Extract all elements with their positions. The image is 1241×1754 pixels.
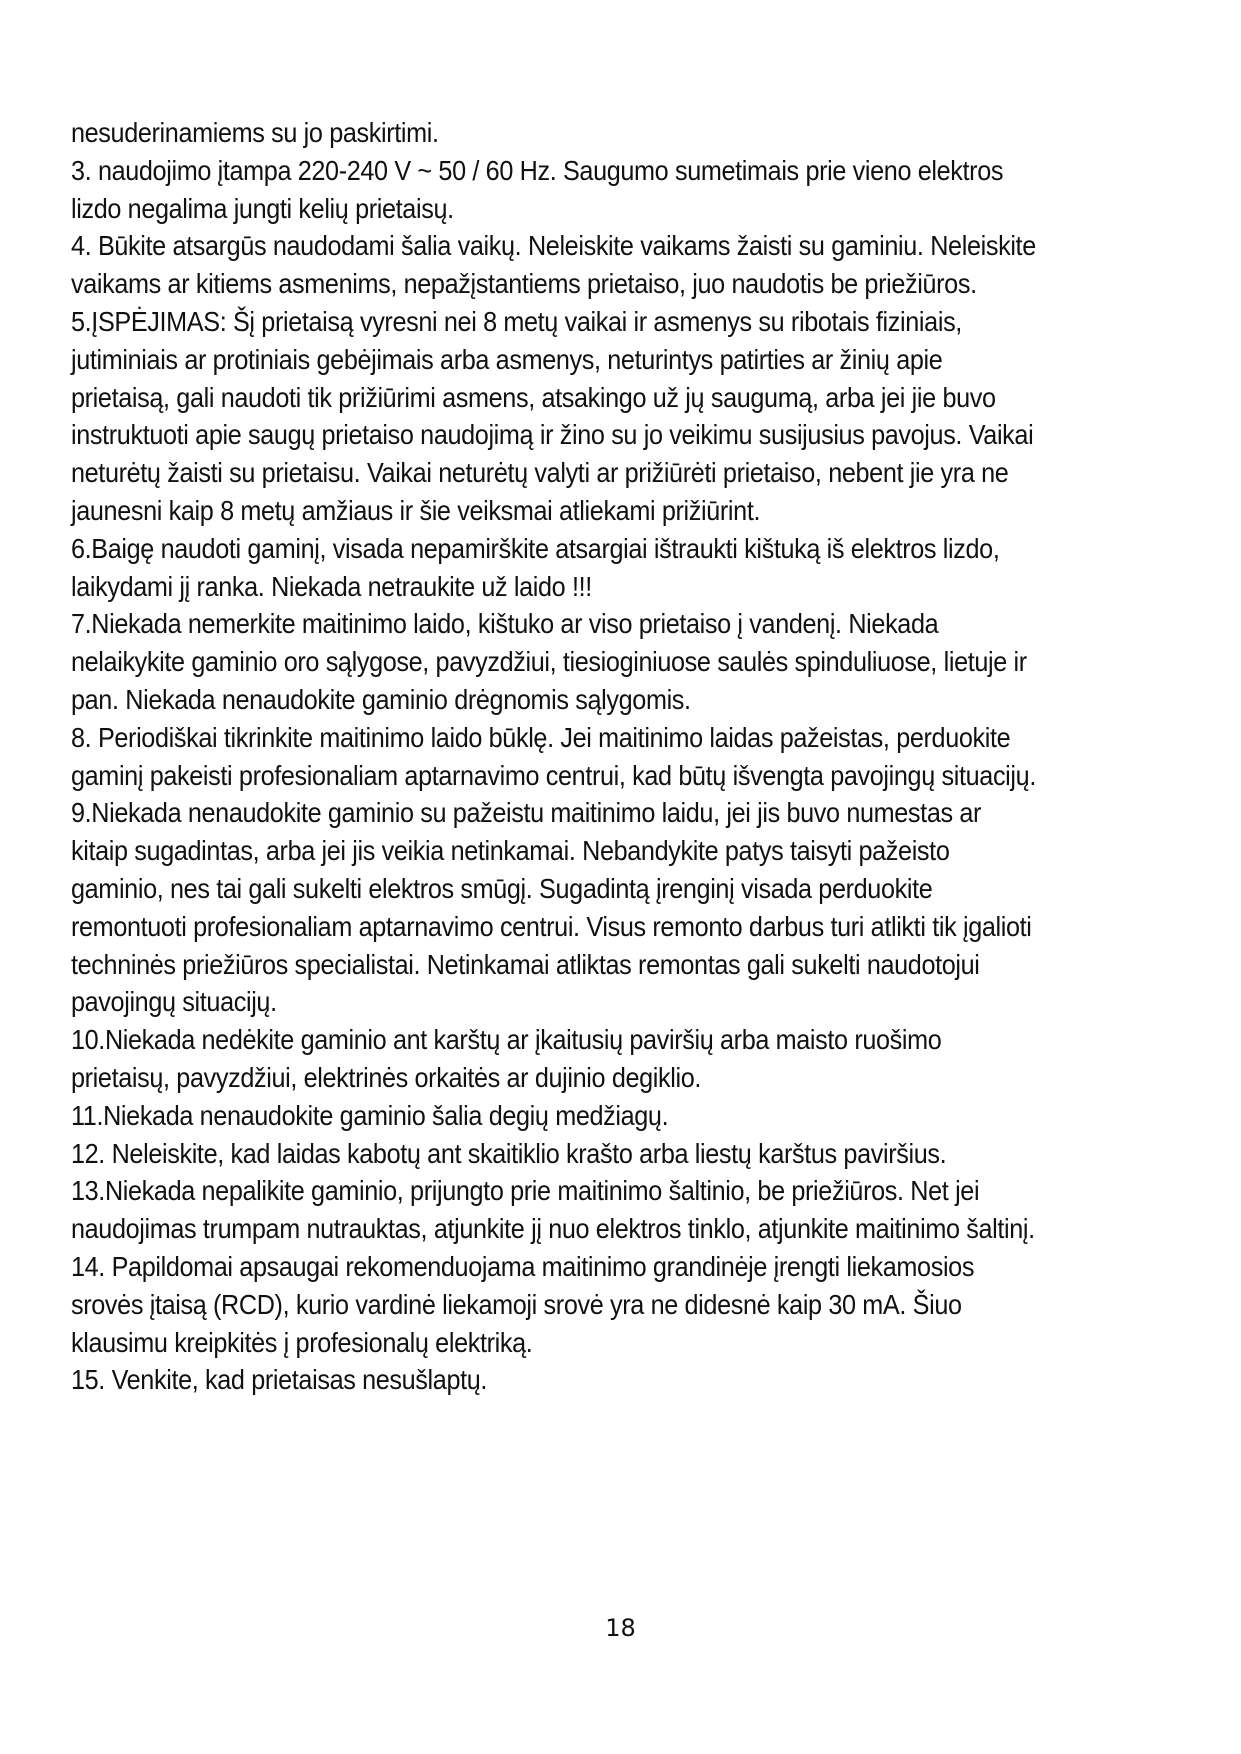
paragraph-item-11: 11.Niekada nenaudokite gaminio šalia degių medžiagų. [71,1099,669,1131]
paragraph-item-15: 15. Venkite, kad prietaisas nesušlaptų. [71,1364,488,1396]
paragraph-item-5-warning: 5.ĮSPĖJIMAS: Šį prietaisą vyresni nei 8 metų vaikai ir asmenys su ribotais fiziniais, jutiminiais ar protiniais gebėjimais arba asmenys, neturintys patirties ar žinių apie prietaisą, gali naudoti tik prižiūrimi asmens, atsakingo už jų saugumą, arba jei jie buvo instruktuoti apie saugų prietaiso naudojimą ir žino su jo veikimu susijusius pavojus. Vaikai neturėtų žaisti su prietaisu. Vaikai neturėtų valyti ar prižiūrėti prietaiso, nebent jie yra ne jaunesni kaip 8 metų amžiaus ir šie veiksmai atliekami prižiūrint. [71,305,1034,526]
paragraph-item-4: 4. Būkite atsargūs naudodami šalia vaikų. Neleiskite vaikams žaisti su gaminiu. Neleiskite vaikams ar kitiems asmenims, nepažįstantiems prietaiso, juo naudotis be priežiūros. [71,230,1036,300]
paragraph-item-14: 14. Papildomai apsaugai rekomenduojama maitinimo grandinėje įrengti liekamosios srovės įtaisą (RCD), kurio vardinė liekamoji srovė yra ne didesnė kaip 30 mA. Šiuo klausimu kreipkitės į profesionalų elektriką. [71,1250,975,1358]
paragraph-item-8: 8. Periodiškai tikrinkite maitinimo laido būklę. Jei maitinimo laidas pažeistas, perduokite gaminį pakeisti profesionaliam aptarnavimo centrui, kad būtų išvengta pavojingų situacijų. [71,721,1036,791]
body-text [71,114,1043,1399]
paragraph-item-3: 3. naudojimo įtampa 220-240 V ~ 50 / 60 Hz. Saugumo sumetimais prie vieno elektros lizdo negalima jungti kelių prietaisų. [71,154,1004,224]
paragraph-item-13: 13.Niekada nepalikite gaminio, prijungto prie maitinimo šaltinio, be priežiūros. Net jei naudojimas trumpam nutrauktas, atjunkite jį nuo elektros tinklo, atjunkite maitinimo šaltinį. [71,1175,1035,1245]
paragraph-continuation: nesuderinamiems su jo paskirtimi. [71,117,439,148]
paragraph-item-9: 9.Niekada nenaudokite gaminio su pažeistu maitinimo laidu, jei jis buvo numestas ar kitaip sugadintas, arba jei jis veikia netinkamai. Nebandykite patys taisyti pažeisto gaminio, nes tai gali sukelti elektros smūgį. Sugadintą įrenginį visada perduokite remontuoti profesionaliam aptarnavimo centrui. Visus remonto darbus turi atlikti tik įgalioti techninės priežiūros specialistai. Netinkamai atliktas remontas gali sukelti naudotojui pavojingų situacijų. [71,797,1032,1018]
page-number: 18 [605,1614,636,1642]
paragraph-item-12: 12. Neleiskite, kad laidas kabotų ant skaitiklio krašto arba liestų karštus paviršius. [71,1137,947,1169]
paragraph-item-7: 7.Niekada nemerkite maitinimo laido, kištuko ar viso prietaiso į vandenį. Niekada nelaikykite gaminio oro sąlygose, pavyzdžiui, tiesioginiuose saulės spinduliuose, lietuje ir pan. Niekada nenaudokite gaminio drėgnomis sąlygomis. [71,608,1027,715]
paragraph-item-6: 6.Baigę naudoti gaminį, visada nepamirškite atsargiai ištraukti kištuką iš elektros lizdo, laikydami jį ranka. Niekada netraukite už laido !!! [71,532,1000,602]
paragraph-item-10: 10.Niekada nedėkite gaminio ant karštų ar įkaitusių paviršių arba maisto ruošimo prietaisų, pavyzdžiui, elektrinės orkaitės ar dujinio degiklio. [71,1024,942,1093]
